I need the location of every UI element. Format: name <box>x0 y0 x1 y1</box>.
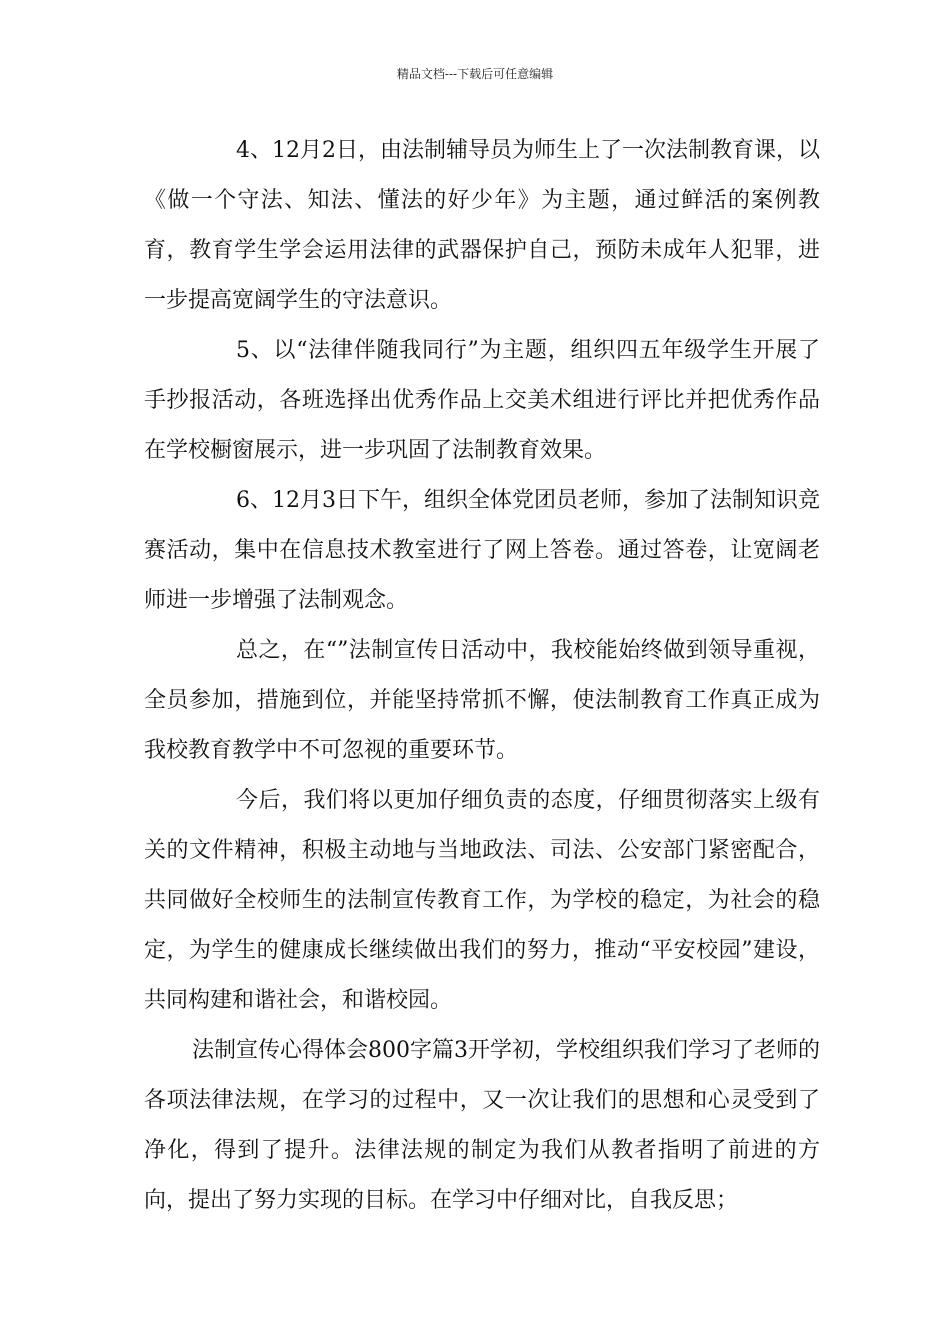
page-header: 精品文档---下载后可任意编辑 <box>396 67 554 81</box>
paragraph-item-5: 5、以“法律伴随我同行”为主题，组织四五年级学生开展了手抄报活动，各班选择出优秀作品上交美术组进行评比并把优秀作品在学校橱窗展示，进一步巩固了法制教育效果。 <box>144 338 820 463</box>
paragraph-item-6: 6、12月3日下午，组织全体党团员老师，参加了法制知识竞赛活动，集中在信息技术教室进行了网上答卷。通过答卷，让宽阔老师进一步增强了法制观念。 <box>144 488 820 613</box>
paragraph-summary: 总之，在“”法制宣传日活动中，我校能始终做到领导重视，全员参加，措施到位，并能坚持常抓不懈，使法制教育工作真正成为我校教育教学中不可忽视的重要环节。 <box>144 638 820 763</box>
paragraph-item-4: 4、12月2日，由法制辅导员为师生上了一次法制教育课，以《做一个守法、知法、懂法的好少年》为主题，通过鲜活的案例教育，教育学生学会运用法律的武器保护自己，预防未成年人犯罪，进一步提高宽阔学生的守法意识。 <box>144 138 820 313</box>
paragraph-article-3: 法制宣传心得体会800字篇3开学初，学校组织我们学习了老师的各项法律法规，在学习的过程中，又一次让我们的思想和心灵受到了净化，得到了提升。法律法规的制定为我们从教者指明了前进的方向，提出了努力实现的目标。在学习中仔细对比，自我反思； <box>144 1038 820 1213</box>
paragraph-future: 今后，我们将以更加仔细负责的态度，仔细贯彻落实上级有关的文件精神，积极主动地与当地政法、司法、公安部门紧密配合，共同做好全校师生的法制宣传教育工作，为学校的稳定，为社会的稳定，为学生的健康成长继续做出我们的努力，推动“平安校园”建设，共同构建和谐社会，和谐校园。 <box>144 788 820 1013</box>
document-body <box>144 126 820 1226</box>
